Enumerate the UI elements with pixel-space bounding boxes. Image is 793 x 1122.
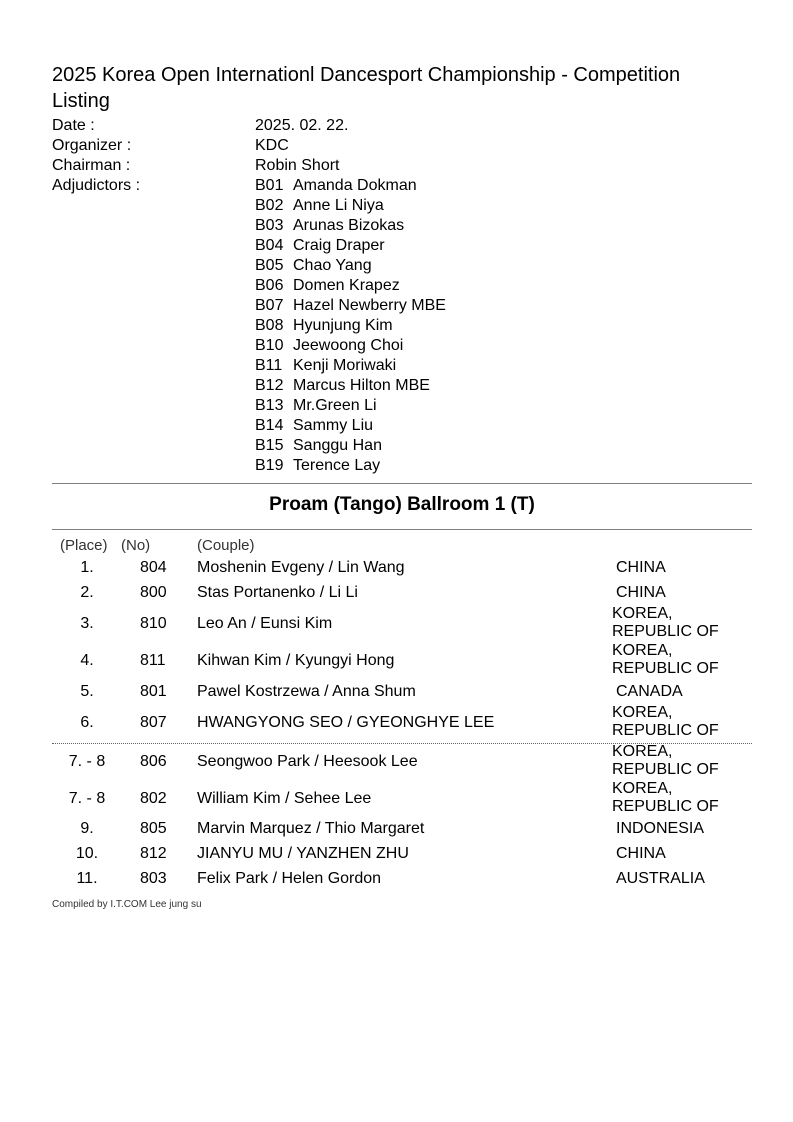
- result-country: CHINA: [616, 845, 666, 862]
- result-number: 805: [140, 820, 167, 837]
- result-place: 10.: [75, 845, 99, 862]
- result-row: [0, 780, 793, 816]
- adjudicator-item: [255, 236, 385, 256]
- adjudicator-code: B01: [255, 177, 284, 194]
- adjudicator-code: B07: [255, 297, 284, 314]
- adjudicators-label: Adjudictors :: [52, 177, 141, 194]
- adjudicator-item: [255, 376, 430, 396]
- adjudicator-code: B13: [255, 397, 284, 414]
- result-couple: Moshenin Evgeny / Lin Wang: [197, 559, 405, 576]
- adjudicator-code: B11: [255, 357, 283, 374]
- result-number: 811: [140, 652, 166, 669]
- adjudicator-name: Hazel Newberry MBE: [293, 297, 446, 314]
- result-row: [0, 820, 793, 838]
- adjudicator-item: [255, 296, 446, 316]
- adjudicator-code: B05: [255, 257, 284, 274]
- adjudicator-name: Sanggu Han: [293, 437, 382, 454]
- column-header-couple: (Couple): [197, 537, 255, 554]
- adjudicator-name: Kenji Moriwaki: [293, 357, 397, 374]
- date-label: Date :: [52, 117, 95, 134]
- adjudicator-item: [255, 336, 403, 356]
- adjudicator-item: [255, 256, 372, 276]
- result-number: 810: [140, 615, 167, 632]
- adjudicator-item: [255, 356, 396, 376]
- adjudicator-name: Sammy Liu: [293, 417, 374, 434]
- organizer-label: Organizer :: [52, 137, 132, 154]
- chairman-label: Chairman :: [52, 157, 131, 174]
- adjudicator-code: B10: [255, 337, 284, 354]
- result-couple: Kihwan Kim / Kyungyi Hong: [197, 652, 395, 669]
- adjudicator-code: B15: [255, 437, 284, 454]
- adjudicator-name: Craig Draper: [293, 237, 385, 254]
- organizer-value: KDC: [255, 137, 289, 154]
- result-place: 5.: [80, 683, 94, 700]
- adjudicator-code: B14: [255, 417, 284, 434]
- result-place: 11.: [76, 870, 98, 887]
- result-country: CANADA: [616, 683, 683, 700]
- result-couple: Leo An / Eunsi Kim: [197, 615, 333, 632]
- result-row: [0, 605, 793, 641]
- result-number: 802: [140, 790, 167, 807]
- result-country: INDONESIA: [616, 820, 705, 837]
- result-country: CHINA: [616, 584, 666, 601]
- result-couple: Seongwoo Park / Heesook Lee: [197, 753, 418, 770]
- adjudicator-item: [255, 216, 404, 236]
- result-place: 9.: [80, 820, 94, 837]
- result-country: AUSTRALIA: [616, 870, 705, 887]
- adjudicator-item: [255, 436, 382, 456]
- adjudicator-name: Hyunjung Kim: [293, 317, 393, 334]
- result-row: [0, 704, 793, 740]
- result-place: 7. - 8: [68, 790, 106, 807]
- adjudicator-code: B12: [255, 377, 284, 394]
- result-place: 2.: [80, 584, 94, 601]
- result-country: KOREA, REPUBLIC OF: [612, 642, 719, 677]
- result-number: 803: [140, 870, 167, 887]
- result-couple: HWANGYONG SEO / GYEONGHYE LEE: [197, 714, 495, 731]
- result-couple: Marvin Marquez / Thio Margaret: [197, 820, 425, 837]
- chairman-value: Robin Short: [255, 157, 340, 174]
- result-country: KOREA, REPUBLIC OF: [612, 704, 719, 739]
- footer-credit: Compiled by I.T.COM Lee jung su: [52, 899, 202, 910]
- adjudicator-code: B06: [255, 277, 284, 294]
- adjudicator-name: Arunas Bizokas: [293, 217, 405, 234]
- adjudicator-item: [255, 276, 400, 296]
- result-row: [0, 584, 793, 602]
- adjudicator-code: B19: [255, 457, 284, 474]
- adjudicator-item: [255, 316, 393, 336]
- result-number: 807: [140, 714, 167, 731]
- adjudicator-code: B04: [255, 237, 284, 254]
- result-row: [0, 845, 793, 863]
- result-country: KOREA, REPUBLIC OF: [612, 780, 719, 815]
- adjudicator-name: Domen Krapez: [293, 277, 400, 294]
- date-value: 2025. 02. 22.: [255, 117, 349, 134]
- result-row: [0, 683, 793, 701]
- adjudicator-name: Marcus Hilton MBE: [293, 377, 430, 394]
- column-header-no: (No): [121, 537, 151, 554]
- divider: [52, 483, 752, 484]
- result-country: CHINA: [616, 559, 666, 576]
- result-couple: William Kim / Sehee Lee: [197, 790, 372, 807]
- result-couple: Felix Park / Helen Gordon: [197, 870, 382, 887]
- result-place: 4.: [80, 652, 94, 669]
- adjudicator-item: [255, 416, 373, 436]
- adjudicator-name: Terence Lay: [293, 457, 381, 474]
- result-number: 812: [140, 845, 167, 862]
- adjudicator-code: B08: [255, 317, 284, 334]
- result-number: 800: [140, 584, 167, 601]
- result-place: 3.: [80, 615, 94, 632]
- result-place: 7. - 8: [68, 753, 106, 770]
- column-header-place: (Place): [60, 537, 108, 554]
- adjudicator-item: [255, 176, 417, 196]
- result-row: [0, 870, 793, 888]
- adjudicator-name: Chao Yang: [293, 257, 372, 274]
- adjudicator-item: [255, 456, 380, 476]
- event-title: Proam (Tango) Ballroom 1 (T): [269, 494, 535, 515]
- adjudicator-code: B02: [255, 197, 284, 214]
- adjudicator-name: Anne Li Niya: [293, 197, 384, 214]
- result-country: KOREA, REPUBLIC OF: [612, 605, 719, 640]
- result-country: KOREA, REPUBLIC OF: [612, 743, 719, 778]
- result-place: 6.: [80, 714, 94, 731]
- result-couple: JIANYU MU / YANZHEN ZHU: [197, 845, 409, 862]
- result-row: [0, 642, 793, 678]
- adjudicator-item: [255, 396, 377, 416]
- result-couple: Stas Portanenko / Li Li: [197, 584, 358, 601]
- adjudicator-name: Amanda Dokman: [293, 177, 417, 194]
- result-number: 806: [140, 753, 167, 770]
- result-row: [0, 743, 793, 779]
- result-couple: Pawel Kostrzewa / Anna Shum: [197, 683, 416, 700]
- page-title: 2025 Korea Open Internationl Dancesport Championship - Competition Listing: [52, 64, 681, 112]
- adjudicator-name: Jeewoong Choi: [293, 337, 404, 354]
- result-number: 801: [140, 683, 167, 700]
- result-row: [0, 559, 793, 577]
- divider: [52, 529, 752, 530]
- result-number: 804: [140, 559, 167, 576]
- result-place: 1.: [80, 559, 94, 576]
- adjudicator-item: [255, 196, 384, 216]
- adjudicator-code: B03: [255, 217, 284, 234]
- adjudicator-name: Mr.Green Li: [293, 397, 377, 414]
